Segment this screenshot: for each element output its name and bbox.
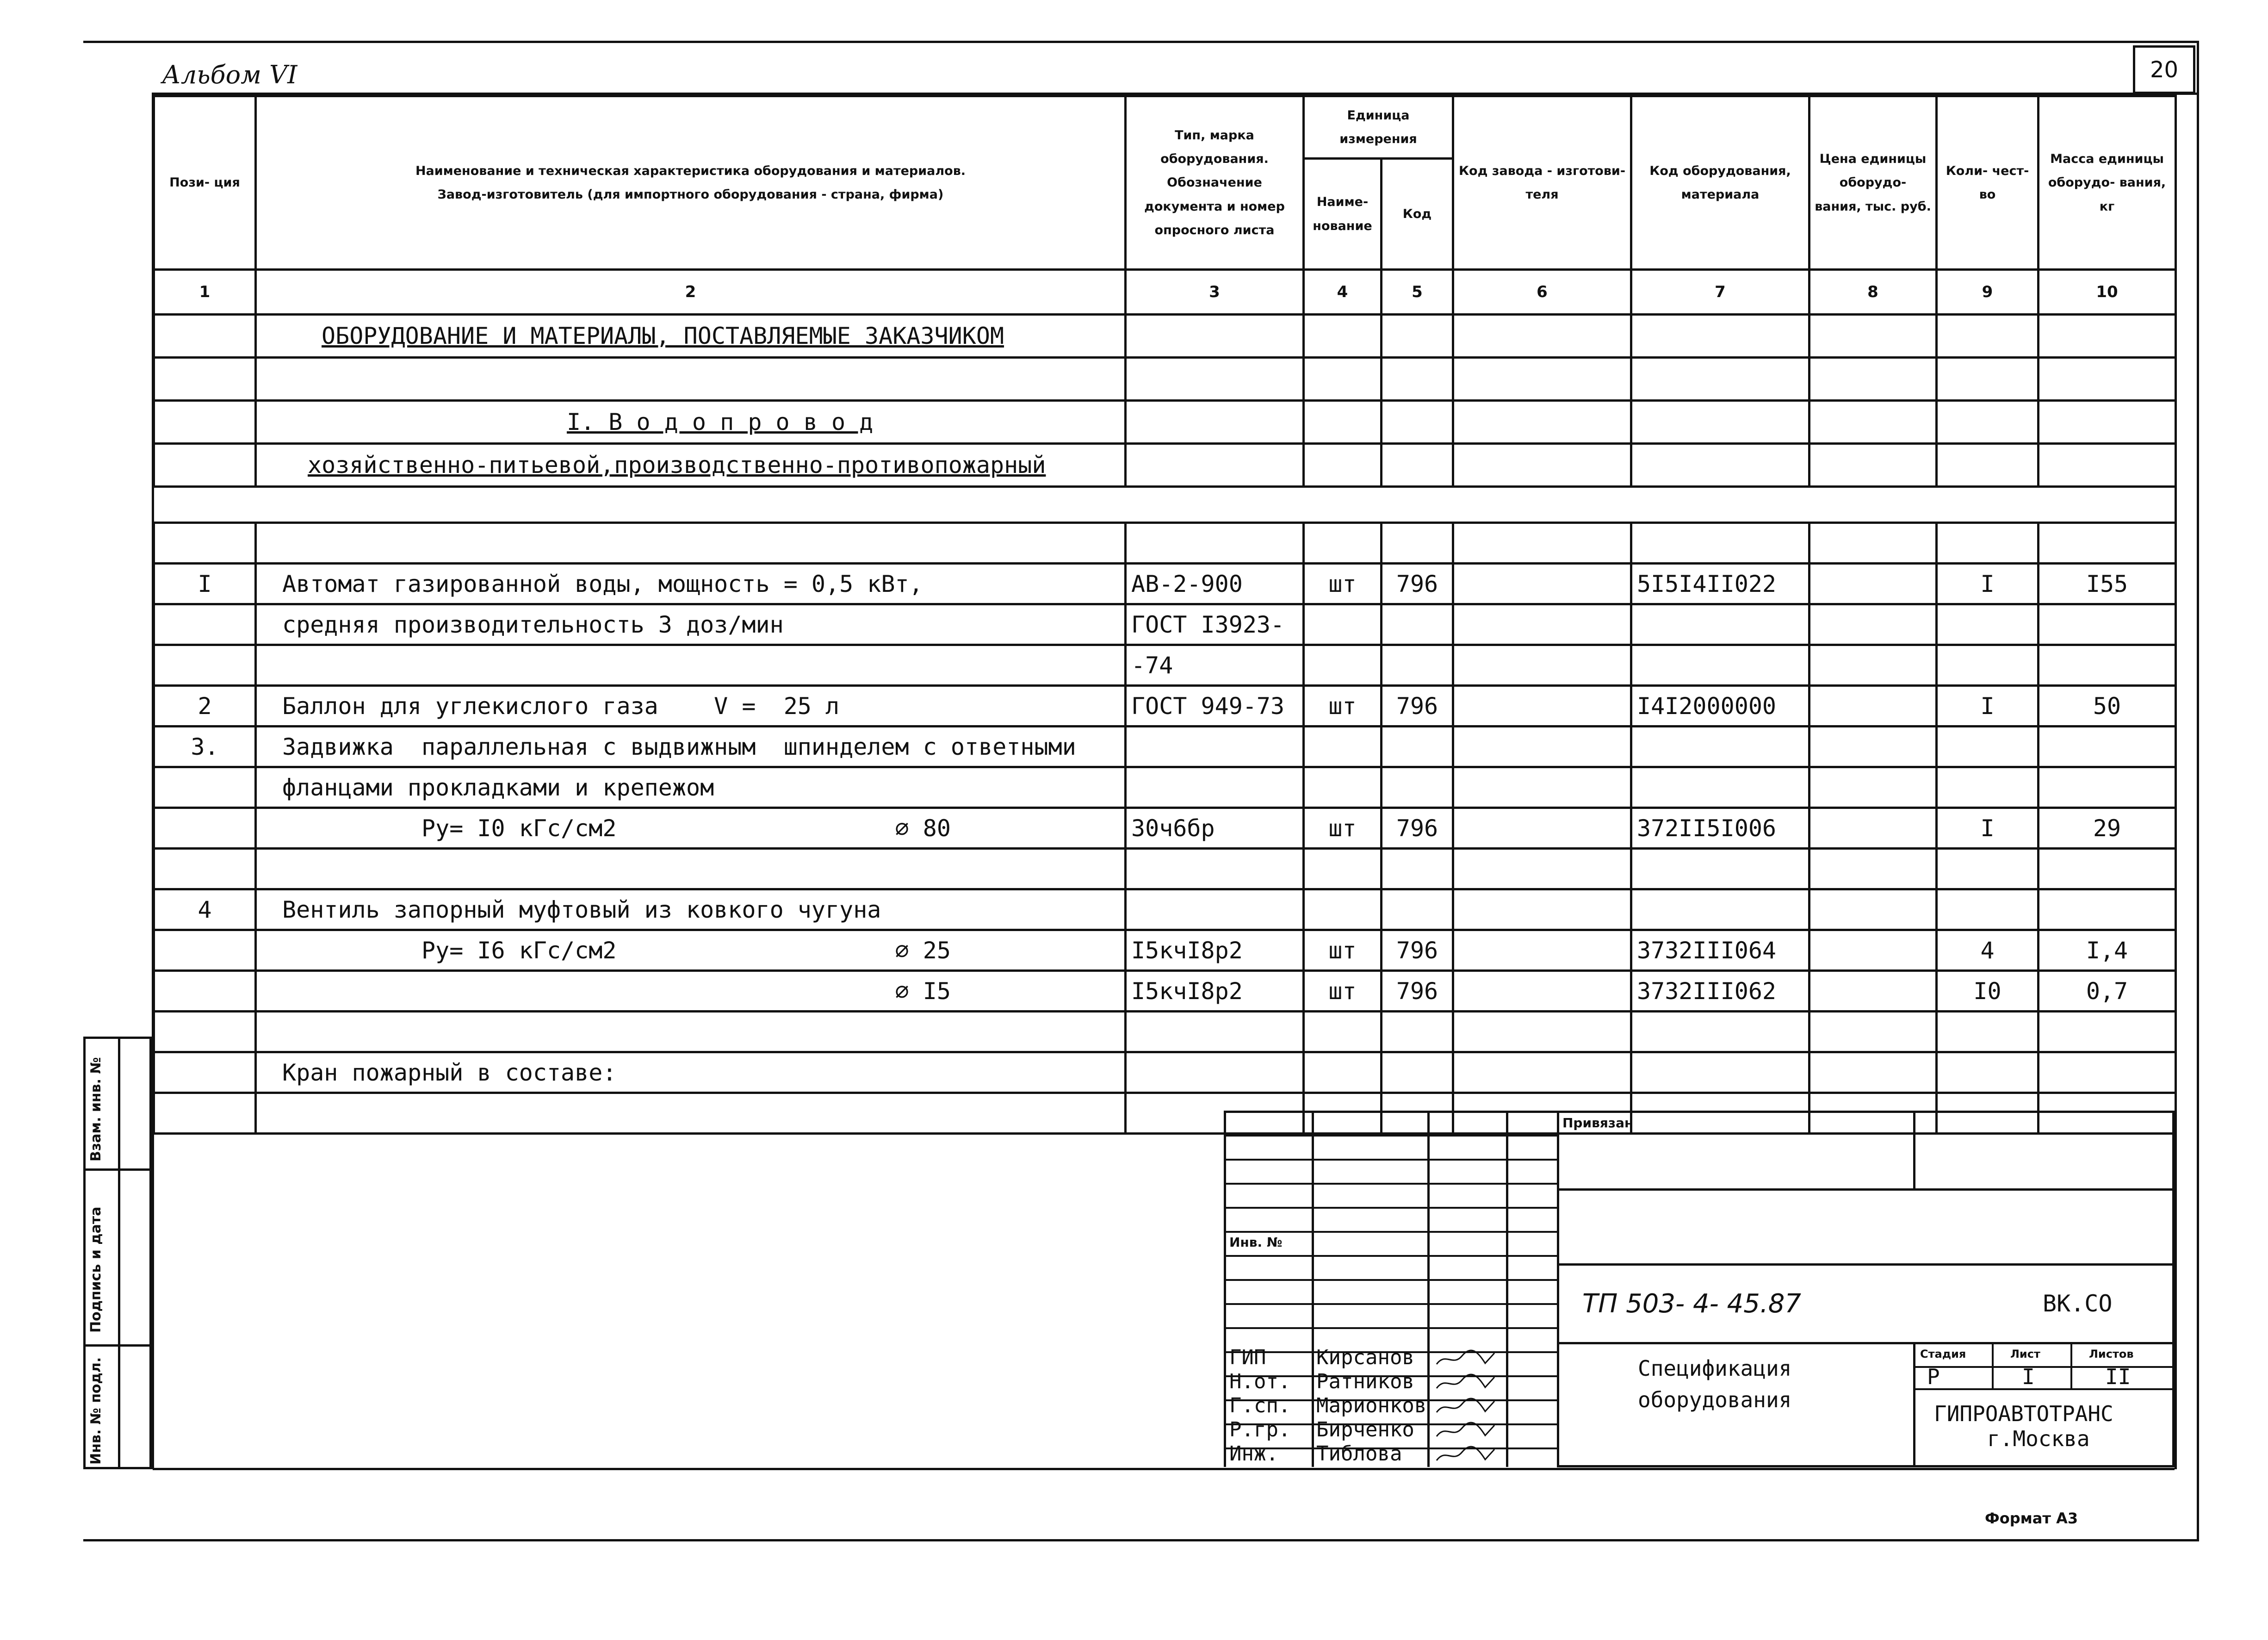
cell-qty (1937, 604, 2039, 645)
cell-price (1809, 767, 1937, 808)
cell-unit (1304, 727, 1382, 767)
table-row (154, 971, 2176, 1012)
cell-qty (1937, 727, 2039, 767)
col-number-4: 4 (1304, 270, 1382, 315)
cell-name (256, 1012, 1126, 1052)
cell-plant (1453, 849, 1631, 889)
table-row (154, 1012, 2176, 1052)
cell-pos (154, 604, 256, 645)
signer-role: ГИП (1229, 1346, 1266, 1369)
cell-qty: I (1937, 564, 2039, 604)
cell-code (1382, 849, 1453, 889)
cell-plant (1453, 1012, 1631, 1052)
cell-pos (154, 930, 256, 971)
cell-plant (1453, 1052, 1631, 1093)
header-name-line1: Наименование и техническая характеристика оборудования и материалов. (415, 163, 966, 178)
cell-plant (1453, 808, 1631, 849)
signature-mark (1434, 1349, 1499, 1367)
signer-name: Бирченко (1316, 1418, 1414, 1441)
cell-unit (1304, 604, 1382, 645)
header-mass: Масса единицы оборудо- вания, кг (2039, 96, 2176, 270)
side-stamp-inv-replace: Взам. инв. № (88, 1057, 104, 1162)
cell-unit: шт (1304, 686, 1382, 727)
header-type: Тип, марка оборудования. Обозначение документа и номер опросного листа (1126, 96, 1304, 270)
cell-type: -74 (1126, 645, 1304, 686)
cell-unit (1304, 1052, 1382, 1093)
signer-role: Инж. (1229, 1442, 1278, 1466)
cell-price (1809, 849, 1937, 889)
header-unit-name: Наиме- нование (1304, 159, 1382, 270)
col-number-2: 2 (256, 270, 1126, 315)
side-stamp-inv-orig: Инв. № подл. (88, 1357, 104, 1465)
cell-unit: шт (1304, 930, 1382, 971)
cell-name: Ру= I0 кГс/см2 ∅ 80 (256, 808, 1126, 849)
sheet-number-box (2133, 45, 2195, 94)
table-row (154, 645, 2176, 686)
cell-type: ГОСТ 949-73 (1126, 686, 1304, 727)
table-row (154, 604, 2176, 645)
inv-no-label: Инв. № (1229, 1235, 1283, 1250)
cell-mass: I55 (2039, 564, 2176, 604)
table-row (154, 767, 2176, 808)
cell-pos (154, 971, 256, 1012)
cell-name: Кран пожарный в составе: (256, 1052, 1126, 1093)
signer-role: Н.от. (1229, 1370, 1291, 1393)
cell-unit: шт (1304, 971, 1382, 1012)
subsection-title: I. В о д о п р о в о д (256, 401, 1126, 444)
doc-name-line2: оборудования (1638, 1387, 1792, 1412)
cell-equip (1631, 523, 1809, 564)
cell-plant (1453, 645, 1631, 686)
cell-pos (154, 1052, 256, 1093)
table-row (154, 1052, 2176, 1093)
col-number-7: 7 (1631, 270, 1809, 315)
cell-code: 796 (1382, 686, 1453, 727)
frame-bottom-line (153, 1468, 2175, 1470)
cell-equip: 5I5I4II022 (1631, 564, 1809, 604)
cell-code: 796 (1382, 808, 1453, 849)
cell-equip (1631, 889, 1809, 930)
cell-name (256, 849, 1126, 889)
cell-qty: I0 (1937, 971, 2039, 1012)
signer-name: Ратников (1316, 1370, 1414, 1393)
cell-equip: 372II5I006 (1631, 808, 1809, 849)
cell-type (1126, 1052, 1304, 1093)
cell-price (1809, 1012, 1937, 1052)
cell-unit (1304, 1012, 1382, 1052)
cell-code: 796 (1382, 564, 1453, 604)
sheet-value: I (2022, 1364, 2035, 1389)
title-block (1224, 1111, 2175, 1466)
cell-name: Ру= I6 кГс/см2 ∅ 25 (256, 930, 1126, 971)
cell-code (1382, 727, 1453, 767)
cell-plant (1453, 889, 1631, 930)
org-line2: г.Москва (1987, 1426, 2090, 1451)
cell-mass (2039, 849, 2176, 889)
cell-code (1382, 523, 1453, 564)
cell-qty: I (1937, 686, 2039, 727)
specification-rows (153, 522, 2177, 1135)
cell-pos (154, 767, 256, 808)
cell-unit (1304, 645, 1382, 686)
cell-price (1809, 930, 1937, 971)
cell-mass (2039, 523, 2176, 564)
section-title: ОБОРУДОВАНИЕ И МАТЕРИАЛЫ, ПОСТАВЛЯЕМЫЕ ЗАКАЗЧИКОМ (256, 315, 1126, 358)
cell-unit (1304, 889, 1382, 930)
cell-equip: 3732III064 (1631, 930, 1809, 971)
cell-code: 796 (1382, 930, 1453, 971)
header-unit-group: Единица измерения (1304, 96, 1453, 159)
cell-equip: 3732III062 (1631, 971, 1809, 1012)
cell-price (1809, 523, 1937, 564)
cell-code (1382, 604, 1453, 645)
cell-name: ∅ I5 (256, 971, 1126, 1012)
cell-price (1809, 971, 1937, 1012)
album-label: Альбом VI (162, 60, 297, 89)
header-qty: Коли- чест- во (1937, 96, 2039, 270)
header-name (256, 96, 1126, 270)
cell-type (1126, 523, 1304, 564)
signature-mark (1434, 1446, 1499, 1463)
cell-name: фланцами прокладками и крепежом (256, 767, 1126, 808)
sheets-label: Листов (2089, 1348, 2134, 1360)
col-number-3: 3 (1126, 270, 1304, 315)
side-stamp-sign-date: Подпись и дата (88, 1206, 104, 1333)
cell-pos (154, 1093, 256, 1134)
cell-plant (1453, 523, 1631, 564)
cell-name: Баллон для углекислого газа V = 25 л (256, 686, 1126, 727)
cell-pos (154, 849, 256, 889)
cell-name (256, 645, 1126, 686)
cell-name: Вентиль запорный муфтовый из ковкого чугуна (256, 889, 1126, 930)
cell-code (1382, 767, 1453, 808)
cell-equip (1631, 767, 1809, 808)
cell-mass (2039, 1012, 2176, 1052)
cell-price (1809, 604, 1937, 645)
cell-mass: 29 (2039, 808, 2176, 849)
specification-table (153, 95, 2177, 488)
table-row (154, 727, 2176, 767)
cell-equip (1631, 604, 1809, 645)
cell-name (256, 1093, 1126, 1134)
cell-mass: 50 (2039, 686, 2176, 727)
frame-right-line (2197, 41, 2199, 1540)
cell-code (1382, 889, 1453, 930)
cell-plant (1453, 767, 1631, 808)
cell-plant (1453, 564, 1631, 604)
cell-equip (1631, 727, 1809, 767)
signature-mark (1434, 1398, 1499, 1415)
cell-name: средняя производительность 3 доз/мин (256, 604, 1126, 645)
cell-mass (2039, 645, 2176, 686)
cell-mass (2039, 1052, 2176, 1093)
signer-name: Марионков (1316, 1394, 1427, 1417)
cell-type (1126, 1012, 1304, 1052)
cell-price (1809, 808, 1937, 849)
doc-code: ТП 503- 4- 45.87 (1582, 1289, 1801, 1319)
header-equip-code: Код оборудования, материала (1631, 96, 1809, 270)
stage-label: Стадия (1920, 1348, 1966, 1360)
signer-role: Г.сп. (1229, 1394, 1291, 1417)
cell-type: I5кчI8р2 (1126, 971, 1304, 1012)
signer-role: Р.гр. (1229, 1418, 1291, 1441)
table-row (154, 564, 2176, 604)
header-price: Цена единицы оборудо- вания, тыс. руб. (1809, 96, 1937, 270)
cell-plant (1453, 604, 1631, 645)
cell-pos (154, 1012, 256, 1052)
cell-type (1126, 767, 1304, 808)
table-row (154, 849, 2176, 889)
org-line1: ГИПРОАВТОТРАНС (1934, 1401, 2113, 1426)
cell-unit (1304, 849, 1382, 889)
signature-mark (1434, 1373, 1499, 1391)
sheet-label: Лист (2010, 1348, 2040, 1360)
cell-code (1382, 1012, 1453, 1052)
signature-mark (1434, 1422, 1499, 1439)
cell-pos: 3. (154, 727, 256, 767)
cell-unit: шт (1304, 808, 1382, 849)
col-number-6: 6 (1453, 270, 1631, 315)
header-name-line2: Завод-изготовитель (для импортного оборудования - страна, фирма) (437, 187, 944, 202)
cell-equip (1631, 645, 1809, 686)
cell-name: Задвижка параллельная с выдвижным шпинделем с ответными (256, 727, 1126, 767)
doc-name-line1: Спецификация (1638, 1356, 1792, 1381)
cell-qty: 4 (1937, 930, 2039, 971)
cell-mass (2039, 889, 2176, 930)
cell-type: 30ч6бр (1126, 808, 1304, 849)
cell-type: АВ-2-900 (1126, 564, 1304, 604)
table-row (154, 889, 2176, 930)
sheet-number: 20 (2150, 56, 2179, 83)
cell-plant (1453, 930, 1631, 971)
cell-mass: I,4 (2039, 930, 2176, 971)
cell-code: 796 (1382, 971, 1453, 1012)
cell-equip (1631, 849, 1809, 889)
subsection-subtitle: хозяйственно-питьевой,производственно-противопожарный (256, 444, 1126, 487)
header-pos: Пози- ция (154, 96, 256, 270)
cell-qty (1937, 523, 2039, 564)
header-unit-code: Код (1382, 159, 1453, 270)
col-number-5: 5 (1382, 270, 1453, 315)
cell-type (1126, 889, 1304, 930)
col-number-9: 9 (1937, 270, 2039, 315)
cell-plant (1453, 727, 1631, 767)
cell-mass (2039, 727, 2176, 767)
cell-qty (1937, 645, 2039, 686)
cell-unit (1304, 523, 1382, 564)
cell-type: ГОСТ I3923- (1126, 604, 1304, 645)
cell-name: Автомат газированной воды, мощность = 0,5 кВт, (256, 564, 1126, 604)
cell-type (1126, 727, 1304, 767)
cell-mass (2039, 767, 2176, 808)
cell-type (1126, 849, 1304, 889)
cell-pos: 2 (154, 686, 256, 727)
frame-outer-bottom-line (83, 1539, 2199, 1541)
cell-code (1382, 645, 1453, 686)
frame-top-line (83, 41, 2198, 43)
cell-pos: 4 (154, 889, 256, 930)
table-row (154, 523, 2176, 564)
cell-equip (1631, 1012, 1809, 1052)
table-row (154, 808, 2176, 849)
cell-pos (154, 808, 256, 849)
cell-mass: 0,7 (2039, 971, 2176, 1012)
cell-qty (1937, 889, 2039, 930)
cell-price (1809, 727, 1937, 767)
cell-equip: I4I2000000 (1631, 686, 1809, 727)
sheets-value: II (2105, 1364, 2131, 1389)
cell-plant (1453, 686, 1631, 727)
cell-name (256, 523, 1126, 564)
privyazan-label: Привязан (1562, 1115, 1634, 1131)
cell-type: I5кчI8р2 (1126, 930, 1304, 971)
cell-unit: шт (1304, 564, 1382, 604)
cell-pos (154, 645, 256, 686)
col-number-8: 8 (1809, 270, 1937, 315)
signer-name: Тиблова (1316, 1442, 1402, 1466)
cell-price (1809, 564, 1937, 604)
table-row (154, 930, 2176, 971)
doc-suffix: ВК.СО (2043, 1290, 2113, 1317)
cell-unit (1304, 767, 1382, 808)
cell-equip (1631, 1052, 1809, 1093)
cell-price (1809, 1052, 1937, 1093)
header-plant-code: Код завода - изготови- теля (1453, 96, 1631, 270)
cell-mass (2039, 604, 2176, 645)
cell-pos (154, 523, 256, 564)
cell-code (1382, 1052, 1453, 1093)
cell-qty (1937, 1012, 2039, 1052)
format-label: Формат А3 (1985, 1510, 2078, 1527)
cell-qty (1937, 849, 2039, 889)
stage-value: Р (1927, 1364, 1940, 1389)
col-number-1: 1 (154, 270, 256, 315)
cell-price (1809, 686, 1937, 727)
cell-plant (1453, 971, 1631, 1012)
cell-pos: I (154, 564, 256, 604)
table-row (154, 686, 2176, 727)
cell-price (1809, 645, 1937, 686)
cell-qty: I (1937, 808, 2039, 849)
signer-name: Кирсанов (1316, 1346, 1414, 1369)
cell-qty (1937, 1052, 2039, 1093)
cell-price (1809, 889, 1937, 930)
cell-qty (1937, 767, 2039, 808)
col-number-10: 10 (2039, 270, 2176, 315)
